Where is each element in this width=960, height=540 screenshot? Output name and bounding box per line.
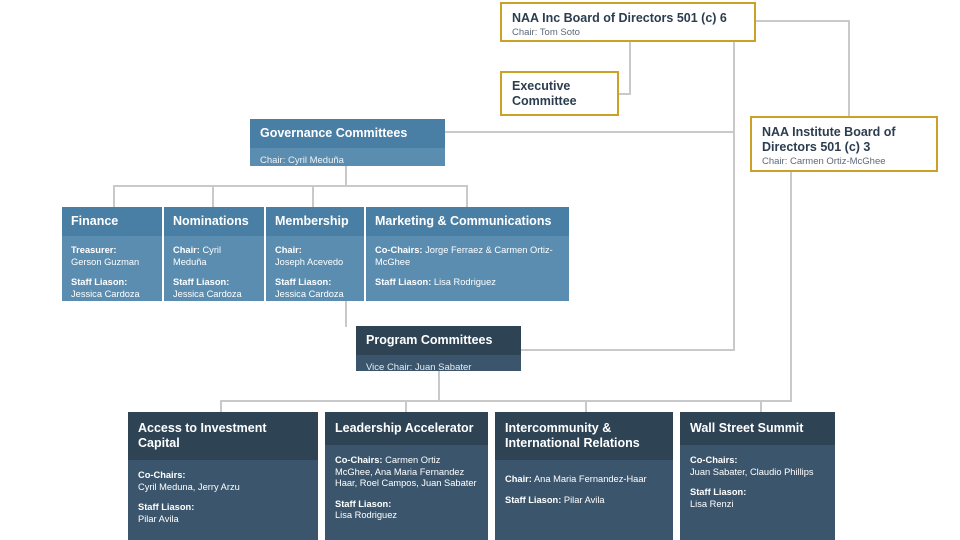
card-nominations-body (164, 236, 264, 309)
intercommunity-chair-value: Ana Maria Fernandez-Haar (533, 474, 647, 484)
connector-gov-drop-2 (212, 185, 214, 208)
card-wall-street-title: Wall Street Summit (680, 412, 835, 445)
intercommunity-liason-label: Staff Liason: (505, 494, 562, 505)
connector-spine-to-governance (440, 131, 734, 133)
marketing-cochairs-value: Jorge Ferraez & Carmen Ortiz-McGhee (375, 245, 553, 267)
marketing-cochairs-label: Co-Chairs: (375, 245, 423, 255)
node-governance-committees[interactable] (250, 119, 445, 166)
membership-chair-value: Joseph Acevedo (275, 256, 344, 267)
membership-liason-label: Staff Liason: (275, 277, 332, 288)
connector-governance-bus (113, 185, 467, 187)
executive-committee-title: Executive Committee (512, 78, 577, 108)
card-access-title: Access to Investment Capital (128, 412, 318, 460)
card-membership-body (266, 236, 364, 309)
naa-institute-board-chair: Chair: Carmen Ortiz-McGhee (762, 156, 886, 167)
wall-street-cochairs-value: Juan Sabater, Claudio Phillips (690, 466, 814, 477)
node-naa-inc-board[interactable] (500, 2, 756, 42)
card-leadership-accelerator[interactable] (325, 412, 488, 540)
governance-committees-chair: Chair: Cyril Meduña (260, 155, 344, 166)
program-committees-vice-chair: Vice Chair: Juan Sabater (366, 362, 472, 373)
card-access-body (128, 460, 318, 535)
connector-board-down (629, 41, 631, 94)
marketing-liason-label: Staff Liason: (375, 277, 432, 288)
connector-gov-drop-3 (312, 185, 314, 208)
connector-program-bus (220, 400, 688, 402)
card-wall-street-body (680, 445, 835, 520)
card-leadership-body (325, 445, 488, 532)
card-nominations-title: Nominations (164, 207, 264, 236)
nominations-liason-value: Jessica Cardoza (173, 288, 242, 299)
access-cochairs-value: Cyril Meduna, Jerry Arzu (138, 481, 240, 492)
finance-liason-value: Jessica Cardoza (71, 288, 140, 299)
wall-street-liason-label: Staff Liason: (690, 487, 747, 498)
access-liason-label: Staff Liason: (138, 502, 195, 513)
card-finance-title: Finance (62, 207, 162, 236)
wall-street-cochairs-label: Co-Chairs: (690, 455, 738, 465)
access-cochairs-label: Co-Chairs: (138, 470, 186, 480)
naa-inc-board-title: NAA Inc Board of Directors 501 (c) 6 (512, 11, 727, 25)
card-wall-street-summit[interactable] (680, 412, 835, 540)
program-committees-head (356, 326, 521, 355)
card-membership-title: Membership (266, 207, 364, 236)
finance-liason-label: Staff Liason: (71, 277, 128, 288)
nominations-chair-value: Cyril Meduña (173, 245, 222, 267)
leadership-liason-value: Lisa Rodriguez (335, 510, 398, 521)
leadership-cochairs-value: Carmen Ortiz McGhee, Ana Maria Fernandez Haar, Roel Campos, Juan Sabater (335, 455, 477, 489)
governance-committees-title: Governance Committees (260, 126, 408, 140)
connector-institute-down (790, 172, 792, 402)
finance-treasurer-value: Gerson Guzman (71, 256, 140, 267)
card-intercommunity-title: Intercommunity & International Relations (495, 412, 673, 460)
card-marketing-body (366, 236, 569, 298)
governance-committees-head (250, 119, 445, 148)
connector-gov-drop-1 (113, 185, 115, 208)
connector-board-right (755, 20, 850, 22)
program-committees-title: Program Committees (366, 333, 493, 347)
connector-gov-drop-4 (466, 185, 468, 208)
card-marketing-title: Marketing & Communications (366, 207, 569, 236)
naa-institute-board-title: NAA Institute Board of Directors 501 (c) 3 (762, 125, 896, 154)
membership-chair-label: Chair: (275, 245, 302, 255)
wall-street-liason-value: Lisa Renzi (690, 498, 734, 509)
node-program-committees[interactable] (356, 326, 521, 371)
leadership-cochairs-label: Co-Chairs: (335, 455, 383, 465)
nominations-liason-label: Staff Liason: (173, 277, 230, 288)
marketing-liason-value: Lisa Rodriguez (433, 277, 496, 288)
card-marketing-communications[interactable] (366, 207, 569, 301)
intercommunity-chair-label: Chair: (505, 474, 532, 484)
intercommunity-liason-value: Pilar Avila (563, 494, 605, 505)
leadership-liason-label: Staff Liason: (335, 498, 392, 509)
card-intercommunity-body (495, 460, 673, 516)
card-finance[interactable] (62, 207, 162, 301)
card-leadership-title: Leadership Accelerator (325, 412, 488, 445)
card-finance-body (62, 236, 162, 309)
card-nominations[interactable] (164, 207, 264, 301)
finance-treasurer-label: Treasurer: (71, 245, 117, 255)
nominations-chair-label: Chair: (173, 245, 200, 255)
connector-spine-to-program (520, 349, 734, 351)
node-naa-institute-board[interactable] (750, 116, 938, 172)
node-executive-committee[interactable] (500, 71, 619, 116)
connector-institute-down-from-board (848, 20, 850, 116)
card-membership[interactable] (266, 207, 364, 301)
card-intercommunity-international-relations[interactable] (495, 412, 673, 540)
naa-inc-board-chair: Chair: Tom Soto (512, 27, 580, 38)
card-access-to-investment-capital[interactable] (128, 412, 318, 540)
connector-spine-left (733, 41, 735, 351)
access-liason-value: Pilar Avila (138, 513, 179, 524)
membership-liason-value: Jessica Cardoza (275, 288, 344, 299)
